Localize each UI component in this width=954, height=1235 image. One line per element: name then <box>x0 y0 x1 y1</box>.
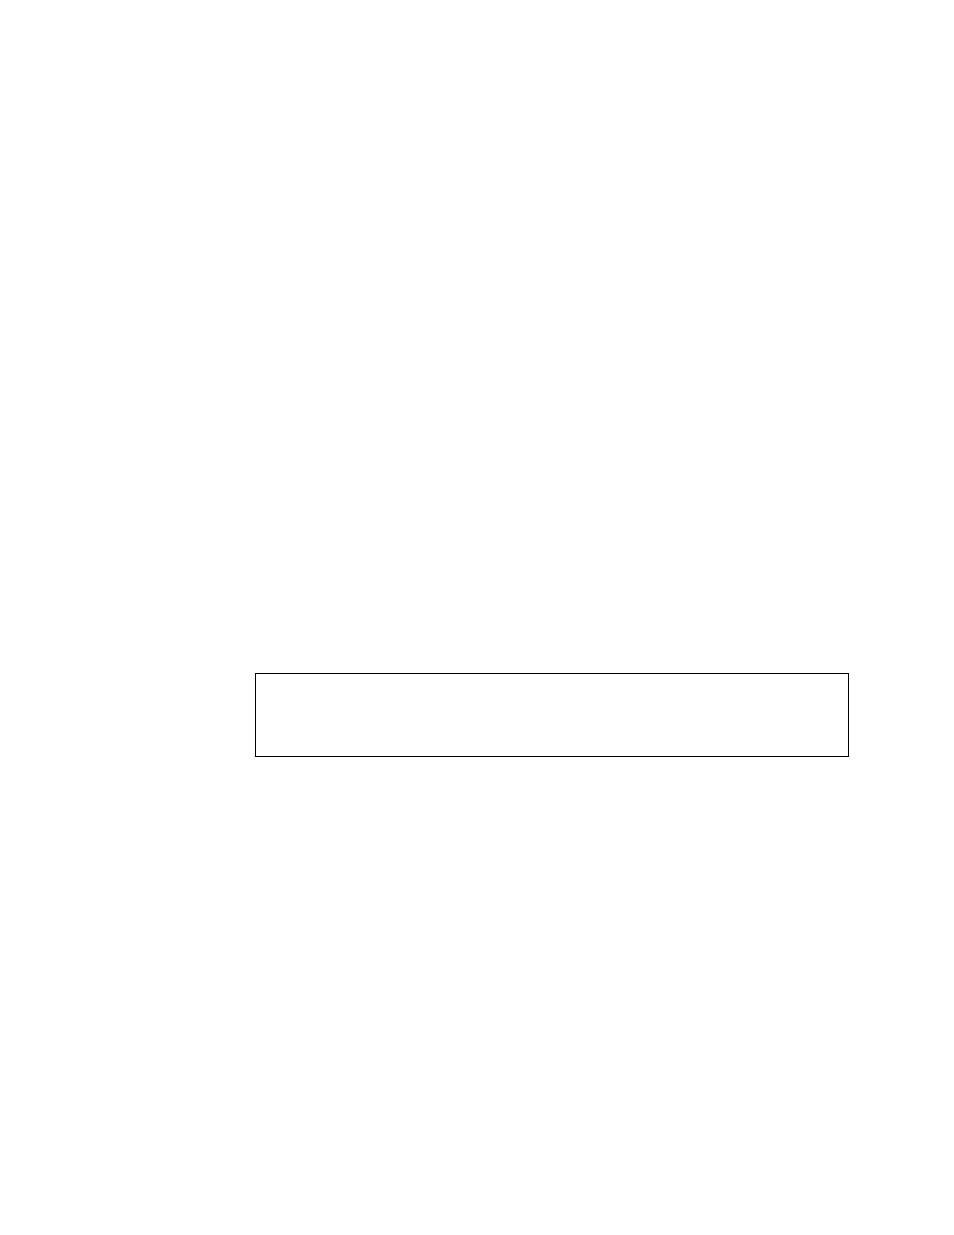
german-section <box>252 134 852 144</box>
vcci-japanese-text <box>266 683 838 705</box>
vcci-notice-box <box>255 673 849 757</box>
